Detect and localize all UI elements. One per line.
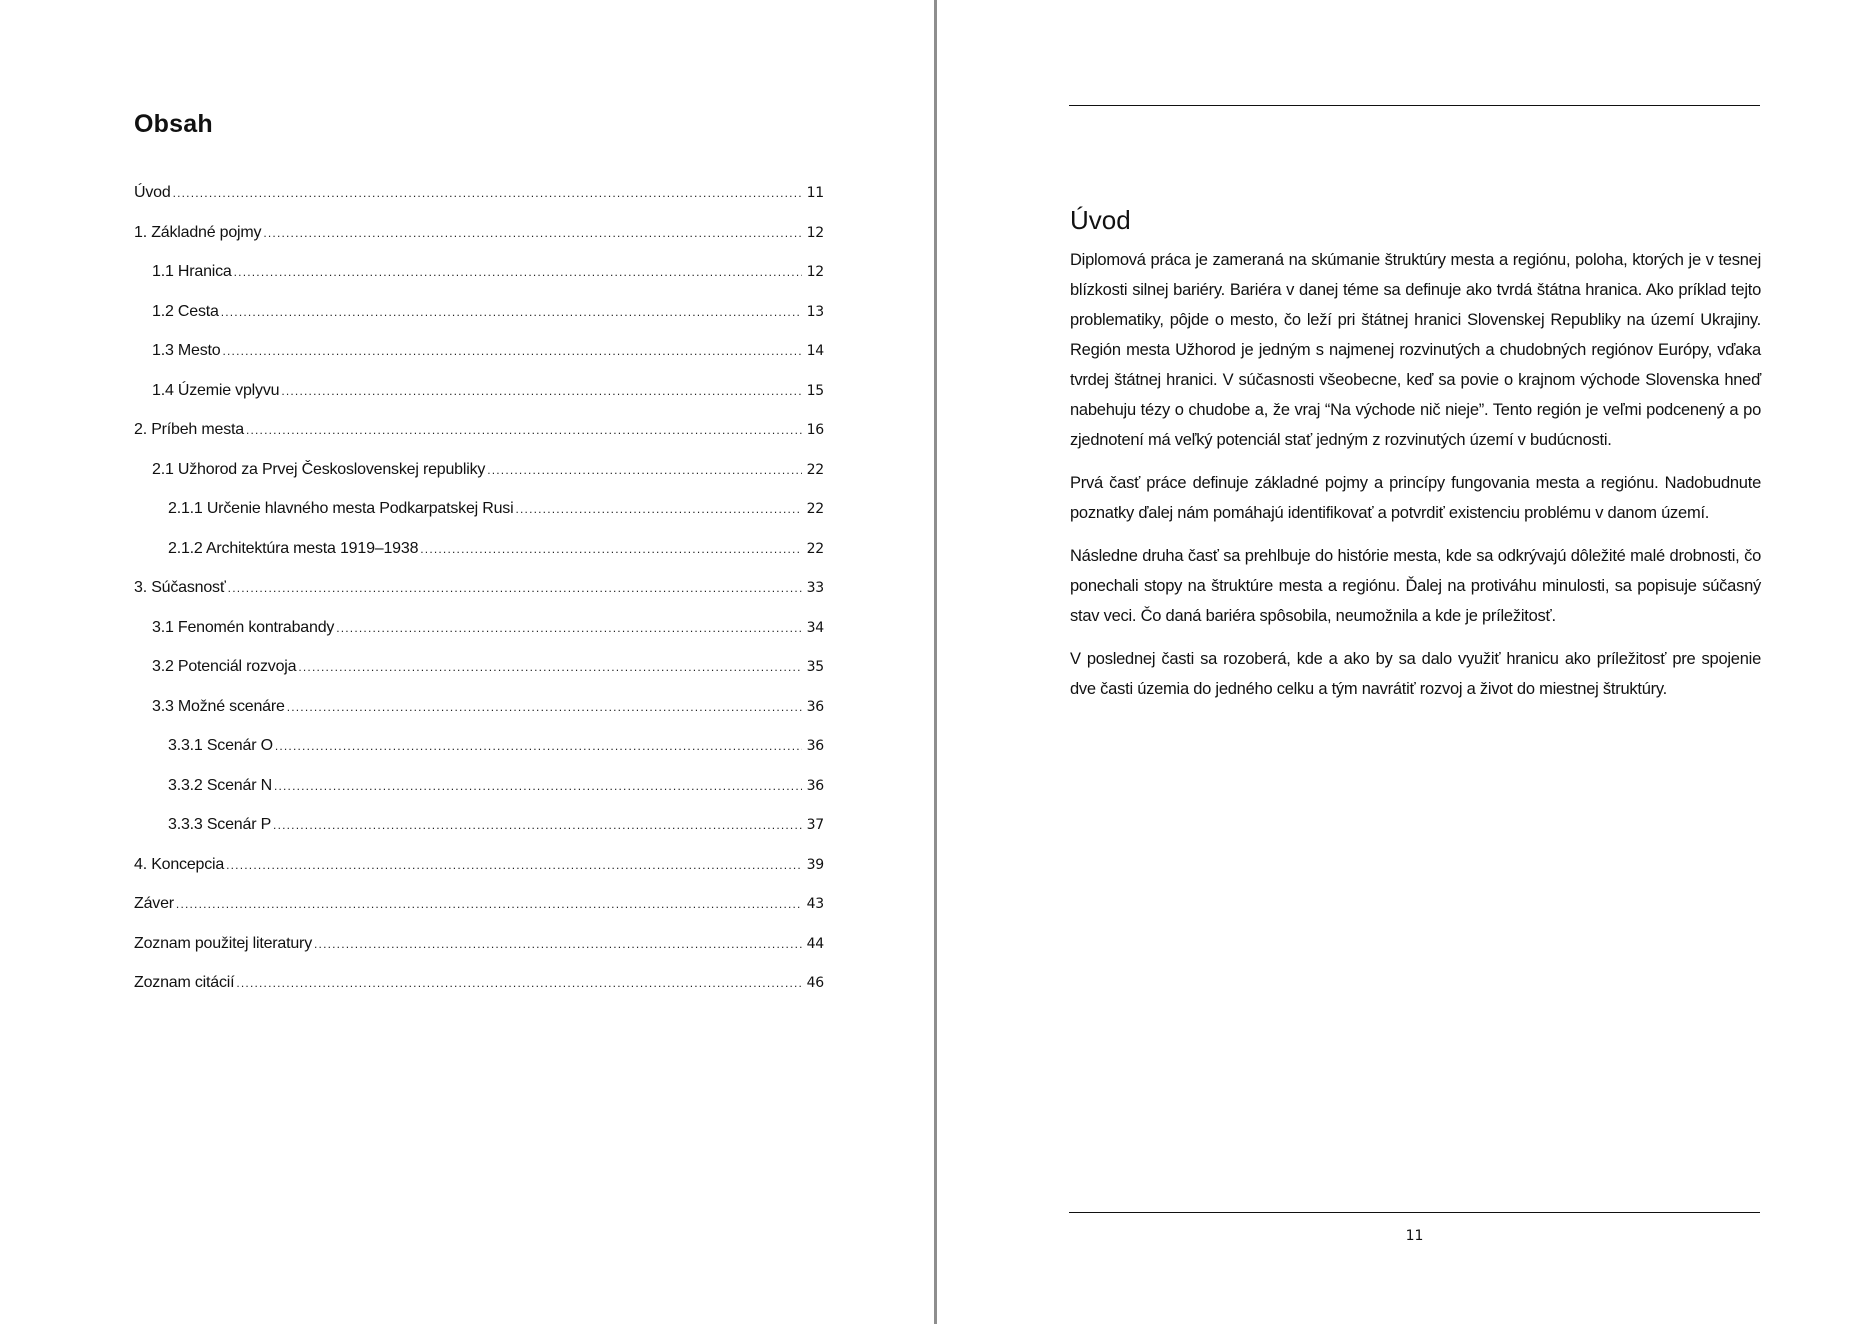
toc-entry-page-number: 15 (806, 382, 824, 399)
toc-dot-leader (298, 660, 802, 674)
toc-entry-label: 3.3.2 Scenár N (168, 776, 272, 794)
toc-dot-leader (173, 186, 802, 200)
toc-entry-page-number: 36 (806, 777, 824, 794)
toc-dot-leader (274, 779, 802, 793)
toc-entry[interactable] (134, 421, 824, 461)
toc-entry-label: 1. Základné pojmy (134, 223, 262, 241)
toc-entry-page-number: 46 (806, 975, 824, 991)
toc-entry[interactable] (134, 856, 824, 896)
toc-entry[interactable] (134, 382, 824, 422)
toc-dot-leader (281, 384, 802, 398)
toc-entry[interactable] (134, 579, 824, 619)
toc-entry[interactable] (134, 895, 824, 935)
toc-entry-page-number: 44 (806, 935, 824, 952)
toc-entry-page-number: 36 (806, 698, 824, 715)
toc-entry-label: Úvod (134, 184, 171, 201)
toc-entry-page-number: 34 (806, 619, 824, 636)
toc-entry[interactable] (134, 500, 824, 540)
toc-entry-label: Záver (134, 895, 174, 912)
toc-dot-leader (176, 897, 802, 911)
toc-dot-leader (222, 344, 802, 358)
toc-entry-page-number: 13 (806, 303, 824, 320)
toc-entry-label: 3.3 Možné scenáre (152, 697, 285, 715)
toc-entry-page-number: 11 (806, 185, 824, 201)
toc-dot-leader (246, 423, 802, 437)
toc-entry-page-number: 16 (806, 422, 824, 438)
toc-entry[interactable] (134, 816, 824, 856)
toc-entry-label: 1.2 Cesta (152, 302, 219, 320)
toc-entry[interactable] (134, 698, 824, 738)
toc-entry[interactable] (134, 619, 824, 659)
toc-entry[interactable] (134, 935, 824, 975)
toc-entry-label: 1.3 Mesto (152, 342, 221, 359)
toc-entry-page-number: 22 (806, 501, 824, 517)
toc-entry[interactable] (134, 342, 824, 382)
toc-entry-page-number: 22 (806, 461, 824, 478)
toc-entry-label: 2.1.2 Architektúra mesta 1919–1938 (168, 539, 419, 557)
toc-entry-page-number: 35 (806, 659, 824, 675)
paragraph: V poslednej časti sa rozoberá, kde a ako by sa dalo využiť hranicu ako príležitosť pre spojenie dve časti územia do jedného celku a tým navrátiť rozvoj a život do miestnej štruktúry. (1070, 650, 1761, 698)
toc-entry-label: Zoznam citácií (134, 974, 235, 991)
footer-rule (1069, 1212, 1760, 1213)
header-rule (1069, 105, 1760, 106)
page-number: 11 (1405, 1228, 1424, 1244)
toc-dot-leader (228, 581, 802, 595)
body-text (1070, 245, 1761, 717)
toc-entry-page-number: 33 (806, 580, 824, 596)
toc-entry[interactable] (134, 303, 824, 343)
toc-entry-page-number: 39 (806, 856, 824, 873)
toc-entry-label: 3. Súčasnosť (134, 579, 226, 596)
toc-dot-leader (221, 305, 802, 319)
toc-entry[interactable] (134, 737, 824, 777)
toc-entry[interactable] (134, 658, 824, 698)
right-page-introduction (937, 0, 1872, 1324)
toc-dot-leader (487, 463, 802, 477)
toc-entry-page-number: 22 (806, 540, 824, 557)
toc-entry[interactable] (134, 263, 824, 303)
toc-entry[interactable] (134, 184, 824, 224)
toc-entry[interactable] (134, 974, 824, 1014)
toc-entry-page-number: 12 (806, 224, 824, 241)
toc-entry-label: 1.1 Hranica (152, 263, 232, 280)
toc-entry-label: 1.4 Územie vplyvu (152, 381, 280, 399)
toc-entry-page-number: 43 (806, 896, 824, 912)
toc-entry[interactable] (134, 224, 824, 264)
toc-dot-leader (273, 818, 802, 832)
toc-dot-leader (263, 226, 802, 240)
toc-entry-page-number: 37 (806, 817, 824, 833)
toc-entry-label: 3.1 Fenomén kontrabandy (152, 618, 335, 636)
toc-entry[interactable] (134, 461, 824, 501)
toc-entry-page-number: 14 (806, 343, 824, 359)
toc-entry[interactable] (134, 540, 824, 580)
toc-dot-leader (336, 621, 802, 635)
toc-entry-label: 2.1 Užhorod za Prvej Československej republiky (152, 460, 486, 478)
toc-entry-label: Zoznam použitej literatury (134, 934, 312, 952)
toc-entry-page-number: 36 (806, 738, 824, 754)
paragraph: Prvá časť práce definuje základné pojmy a princípy fungovania mesta a regiónu. Nadobudnute poznatky ďalej nám pomáhajú identifikovať a potvrdiť existenciu problému v danom území. (1070, 474, 1761, 522)
toc-dot-leader (275, 739, 802, 753)
toc-dot-leader (287, 700, 802, 714)
toc-entry-label: 3.3.1 Scenár O (168, 737, 273, 754)
toc-list (134, 184, 824, 1014)
toc-entry-label: 3.3.3 Scenár P (168, 816, 272, 833)
toc-entry[interactable] (134, 777, 824, 817)
toc-entry-label: 2.1.1 Určenie hlavného mesta Podkarpatskej Rusi (168, 500, 514, 517)
toc-dot-leader (226, 858, 802, 872)
toc-dot-leader (420, 542, 802, 556)
toc-dot-leader (314, 937, 802, 951)
toc-title: Obsah (134, 110, 213, 138)
toc-entry-label: 3.2 Potenciál rozvoja (152, 658, 297, 675)
toc-dot-leader (236, 976, 802, 990)
toc-entry-page-number: 12 (806, 264, 824, 280)
toc-entry-label: 4. Koncepcia (134, 855, 225, 873)
section-heading: Úvod (1070, 205, 1131, 235)
left-page-table-of-contents (0, 0, 934, 1324)
paragraph: Následne druha časť sa prehlbuje do histórie mesta, kde sa odkrývajú dôležité malé drobnosti, čo ponechali stopy na štruktúre mesta a regiónu. Ďalej na protiváhu minulosti, sa popisuje súčasný stav veci. Čo daná bariéra spôsobila, neumožnila a kde je príležitosť. (1070, 547, 1761, 625)
toc-dot-leader (515, 502, 802, 516)
toc-entry-label: 2. Príbeh mesta (134, 421, 244, 438)
toc-dot-leader (234, 265, 802, 279)
paragraph: Diplomová práca je zameraná na skúmanie štruktúry mesta a regiónu, poloha, ktorých je v tesnej blízkosti silnej bariéry. Bariéra v danej téme sa definuje ako tvrdá štátna hranica. Ako príklad tejto problematiky, pôjde o mesto, čo leží pri štátnej hranici Slovenskej Republiky na území Ukrajiny. Región mesta Užhorod je jedným s najmenej rozvinutých a chudobných regiónov Európy, vďaka tvrdej štátnej hranici. V súčasnosti všeobecne, keď sa povie o krajnom východe Slovenska hneď nabehuju tézy o chudobe a, že vraj “Na východe nič nieje”. Tento región je veľmi podcenený a po zjednotení má veľký potenciál stať jedným z rozvinutých území v budúcnosti. (1070, 251, 1761, 449)
